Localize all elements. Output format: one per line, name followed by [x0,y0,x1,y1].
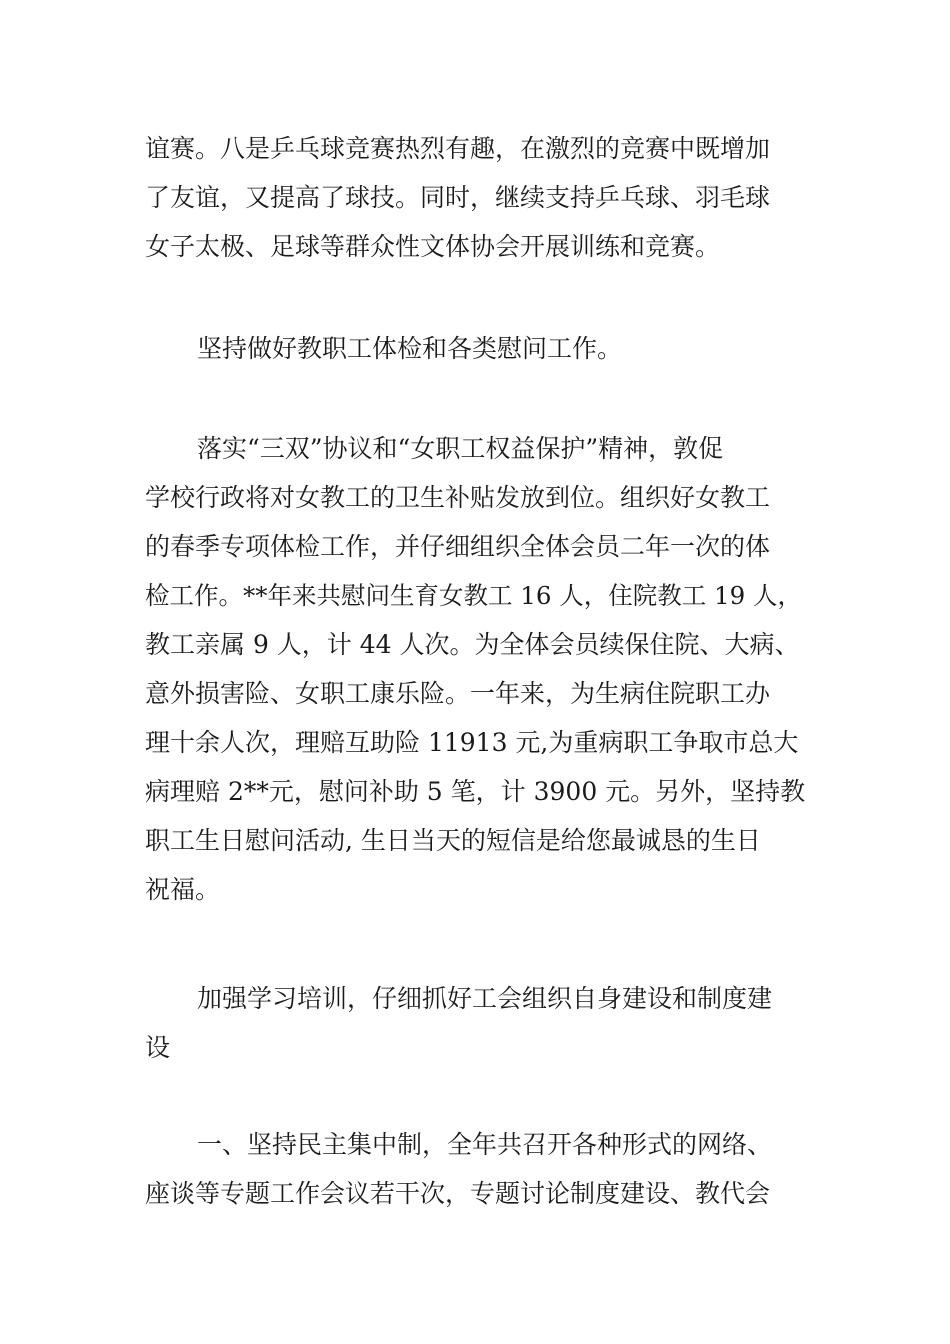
text-line: 一、坚持民主集中制，全年共召开各种形式的网络、 [197,1130,773,1159]
text-line: 加强学习培训，仔细抓好工会组织自身建设和制度建 [197,984,773,1013]
text-line: 的春季专项体检工作，并仔细组织全体会员二年一次的体 [145,532,771,561]
text-line: 座谈等专题工作会议若干次，专题讨论制度建设、教代会 [145,1179,771,1208]
section-heading-training [145,974,810,1072]
text-line: 检工作。**年来共慰问生育女教工 16 人，住院教工 19 人， [145,581,802,610]
paragraph-female-staff-welfare [145,424,810,914]
text-line: 理十余人次，理赔互助险 11913 元,为重病职工争取市总大 [145,728,799,757]
text-line: 设 [145,1033,171,1062]
section-heading-health-checkup [145,324,810,373]
text-line: 了友谊，又提高了球技。同时，继续支持乒乓球、羽毛球 [145,183,771,212]
text-line: 谊赛。八是乒乓球竞赛热烈有趣，在激烈的竞赛中既增加 [145,134,771,163]
text-line: 学校行政将对女教工的卫生补贴发放到位。组织好女教工 [145,483,771,512]
text-line: 坚持做好教职工体检和各类慰问工作。 [197,334,623,363]
text-line: 职工生日慰问活动, 生日当天的短信是给您最诚恳的生日 [145,826,761,855]
text-line: 意外损害险、女职工康乐险。一年来，为生病住院职工办 [145,679,771,708]
text-line: 女子太极、足球等群众性文体协会开展训练和竞赛。 [145,232,721,261]
text-line: 祝福。 [145,875,221,904]
text-line: 病理赔 2**元，慰问补助 5 笔，计 3900 元。另外，坚持教 [145,777,806,806]
text-line: 教工亲属 9 人，计 44 人次。为全体会员续保住院、大病、 [145,630,800,659]
paragraph-democratic-centralism [145,1120,810,1218]
text-line: 落实“三双”协议和“女职工权益保护”精神，敦促 [197,434,724,463]
paragraph-sports-activities [145,124,810,271]
